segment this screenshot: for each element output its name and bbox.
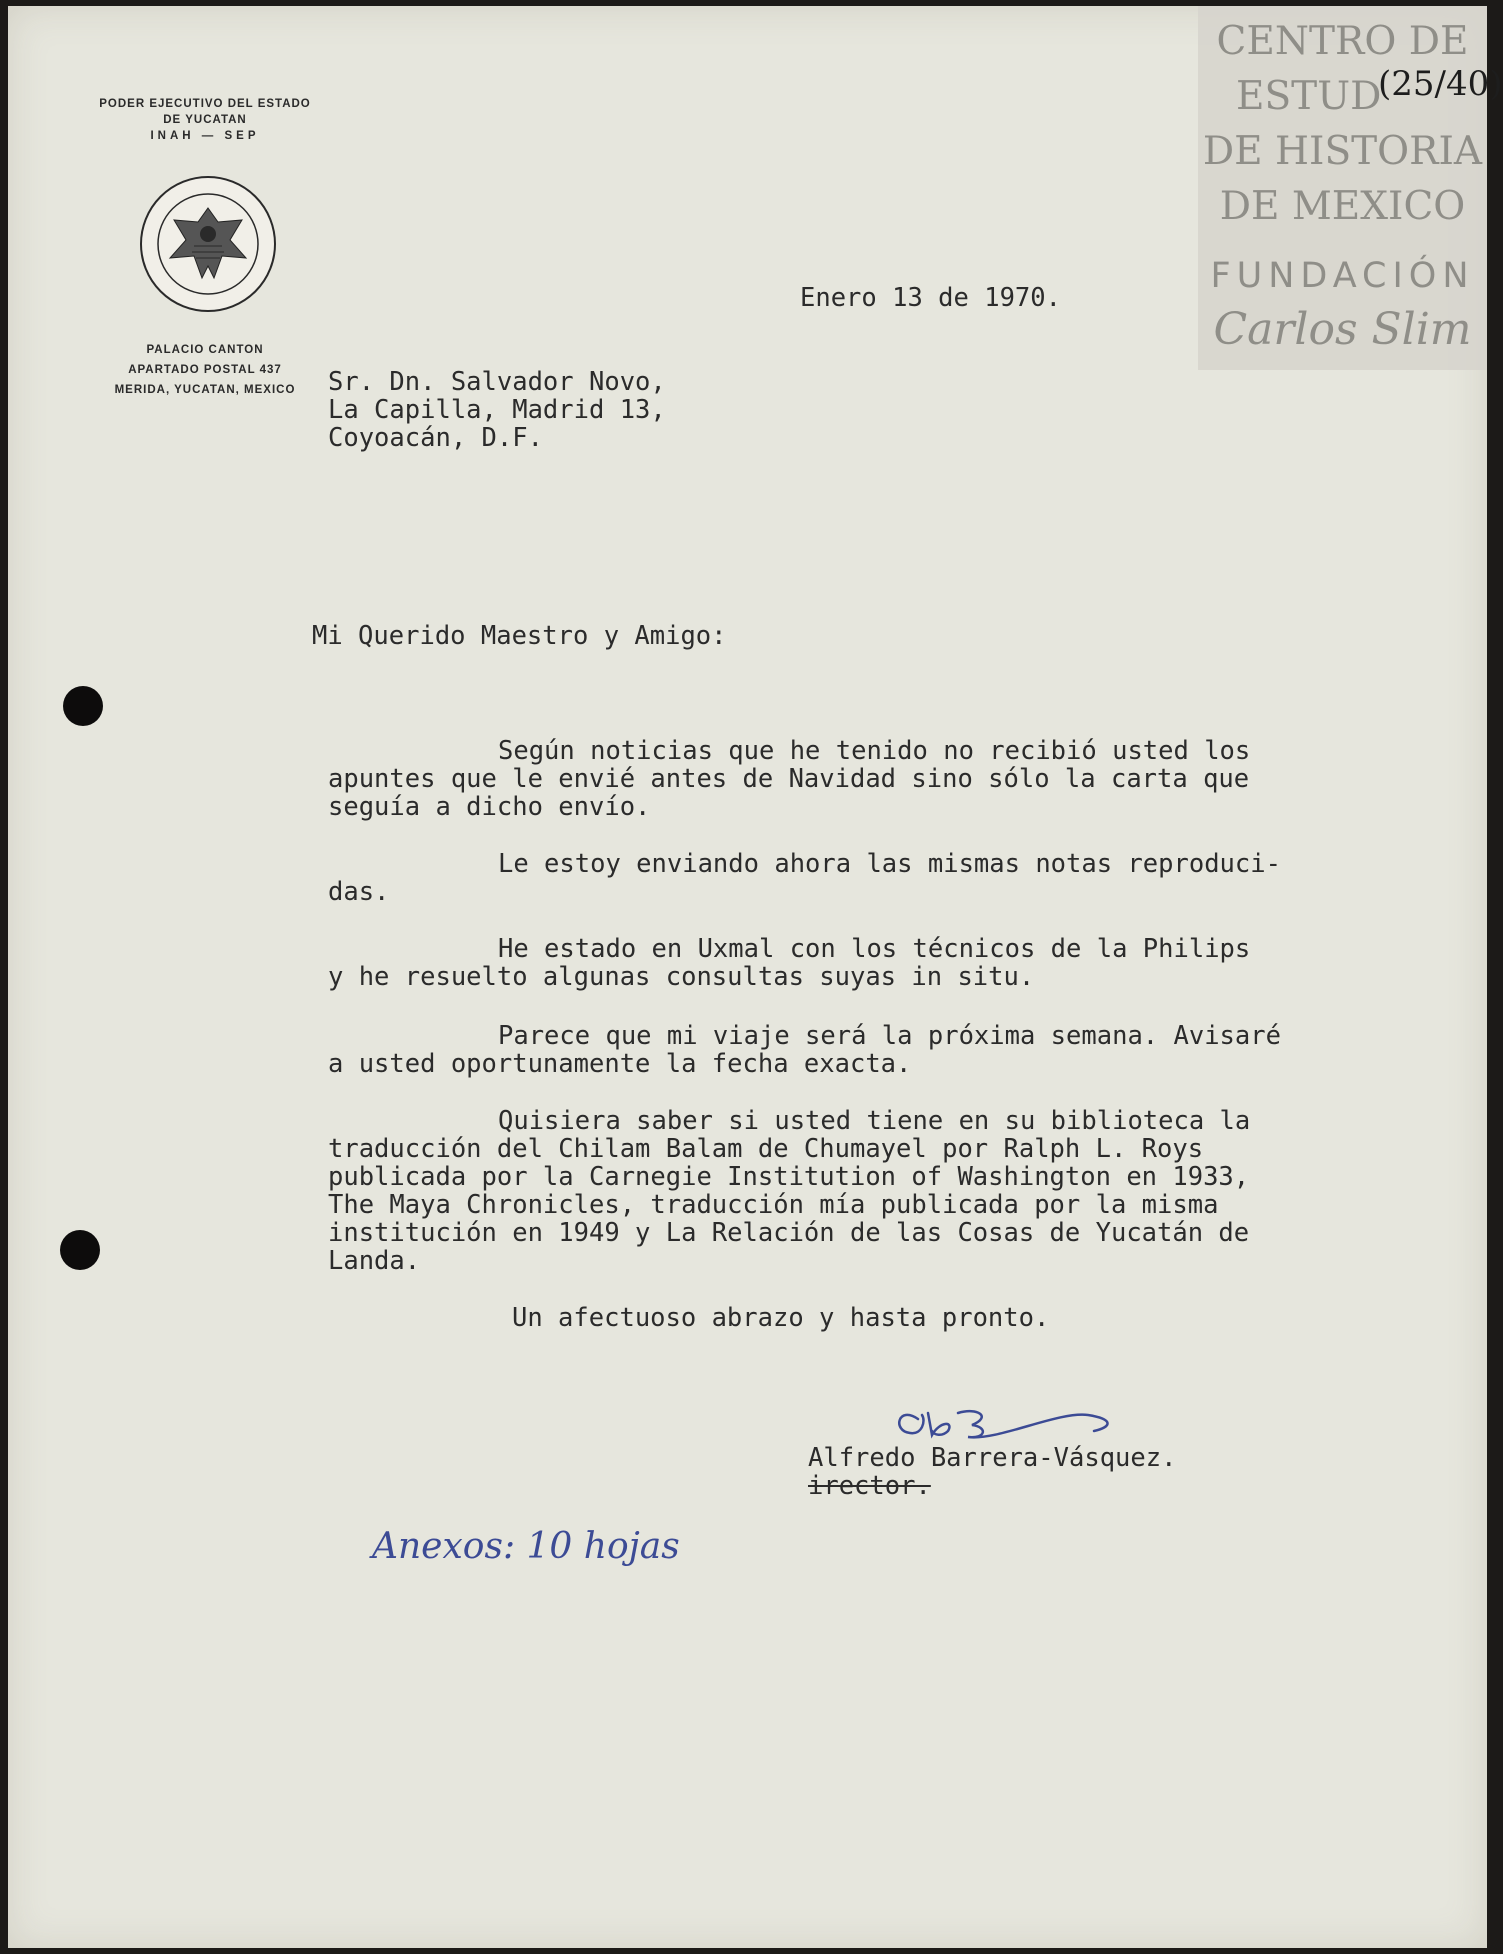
signer-name: Alfredo Barrera-Vásquez. — [808, 1443, 1177, 1473]
handwritten-annotation: Anexos: 10 hojas — [372, 1526, 680, 1567]
body-line: y he resuelto algunas consultas suyas in situ. — [328, 962, 1035, 992]
letterhead-line2: DE YUCATAN — [163, 114, 247, 126]
address-line1: PALACIO CANTON — [146, 344, 264, 356]
recipient-line3: Coyoacán, D.F. — [328, 423, 543, 453]
letterhead-address — [70, 340, 340, 400]
body-line: Le estoy enviando ahora las mismas notas reproduci- — [498, 849, 1281, 879]
address-line2: APARTADO POSTAL 437 — [128, 364, 282, 376]
body-line: publicada por la Carnegie Institution of Washington en 1933, — [328, 1162, 1250, 1192]
stamp-name: Carlos Slim — [1213, 304, 1472, 355]
recipient-line2: La Capilla, Madrid 13, — [328, 395, 666, 425]
address-line3: MERIDA, YUCATAN, MEXICO — [114, 384, 296, 396]
signer-title: irector. — [808, 1471, 931, 1501]
body-line: Landa. — [328, 1246, 421, 1276]
letter-page — [8, 6, 1503, 1948]
letterhead-line1: PODER EJECUTIVO DEL ESTADO — [99, 98, 311, 110]
filing-reference: (25/40) — [1378, 64, 1503, 104]
letter-date: Enero 13 de 1970. — [800, 283, 1061, 313]
punch-hole — [63, 686, 103, 726]
punch-hole — [60, 1230, 100, 1270]
body-line: traducción del Chilam Balam de Chumayel por Ralph L. Roys — [328, 1134, 1204, 1164]
body-line: Quisiera saber si usted tiene en su biblioteca la — [498, 1106, 1251, 1136]
body-line: He estado en Uxmal con los técnicos de la Philips — [498, 934, 1251, 964]
body-line: Según noticias que he tenido no recibió usted los — [498, 736, 1251, 766]
salutation: Mi Querido Maestro y Amigo: — [312, 621, 727, 651]
body-line: apuntes que le envié antes de Navidad sino sólo la carta que — [328, 764, 1250, 794]
body-line: a usted oportunamente la fecha exacta. — [328, 1049, 912, 1079]
body-line: Parece que mi viaje será la próxima semana. Avisaré — [498, 1021, 1281, 1051]
institute-seal-icon — [138, 174, 278, 314]
stamp-line2: ESTUD — [1236, 74, 1382, 119]
body-line: institución en 1949 y La Relación de las Cosas de Yucatán de — [328, 1218, 1250, 1248]
letterhead — [70, 96, 340, 144]
body-line: The Maya Chronicles, traducción mía publicada por la misma — [328, 1190, 1219, 1220]
closing-line: Un afectuoso abrazo y hasta pronto. — [512, 1303, 1050, 1333]
body-line: das. — [328, 877, 390, 907]
archive-stamp — [1198, 6, 1487, 370]
recipient-line1: Sr. Dn. Salvador Novo, — [328, 367, 666, 397]
letterhead-line3: INAH — SEP — [150, 130, 260, 142]
stamp-foundation: FUNDACIÓN — [1210, 256, 1475, 296]
stamp-line3: DE HISTORIA — [1202, 129, 1483, 174]
body-line: seguía a dicho envío. — [328, 792, 651, 822]
stamp-line4: DE MEXICO — [1219, 184, 1466, 229]
signature-icon — [888, 1391, 1118, 1451]
stamp-line1: CENTRO DE — [1216, 19, 1469, 64]
